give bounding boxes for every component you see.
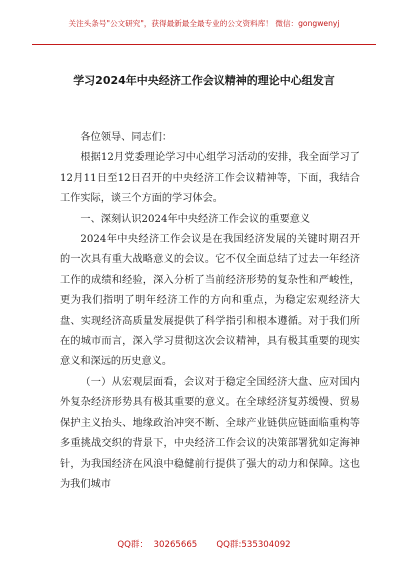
- document-title: 学习2024年中央经济工作会议精神的理论中心组发言: [73, 74, 335, 87]
- greeting-paragraph: 各位领导、同志们：: [80, 132, 173, 143]
- intro-paragraph: 根据12月党委理论学习中心组学习活动的安排，我全面学习了12月11日至12日召开的中央经济工作会议精神等，下面，我结合工作实际，谈三个方面的学习体会。: [60, 152, 360, 205]
- footer-contact: QQ群： 30265665 QQ群:535304092: [117, 540, 291, 550]
- document-body: [60, 128, 360, 495]
- section-heading: 一、深刻认识2024年中央经济工作会议的重要意义: [80, 213, 311, 225]
- header-banner: 关注头条号"公文研究"，获得最新最全最专业的公文资料库！ 微信：gongwenyj: [68, 19, 340, 28]
- header-divider: [32, 44, 376, 45]
- body-paragraph: 2024年中央经济工作会议是在我国经济发展的关键时期召开的一次具有重大战略意义的会议。它不仅全面总结了过去一年经济工作的成绩和经验，深入分析了当前经济形势的复杂性和严峻性，更为我们指明了明年经济工作的方向和重点，为稳定宏观经济大盘、实现经济高质量发展提供了科学指引和根本遵循。对于我们所在的城市而言，深入学习贯彻这次会议精神，具有极其重要的现实意义和深远的历史意义。: [60, 234, 360, 368]
- body-paragraph: （一）从宏观层面看，会议对于稳定全国经济大盘、应对国内外复杂经济形势具有极其重要的意义。在全球经济复苏缓慢、贸易保护主义抬头、地缘政治冲突不断、全球产业链供应链面临重构等多重挑战交织的背景下，中央经济工作会议的决策部署犹如定海神针，为我国经济在风浪中稳健前行提供了强大的动力和保障。这也为我们城市: [60, 376, 360, 490]
